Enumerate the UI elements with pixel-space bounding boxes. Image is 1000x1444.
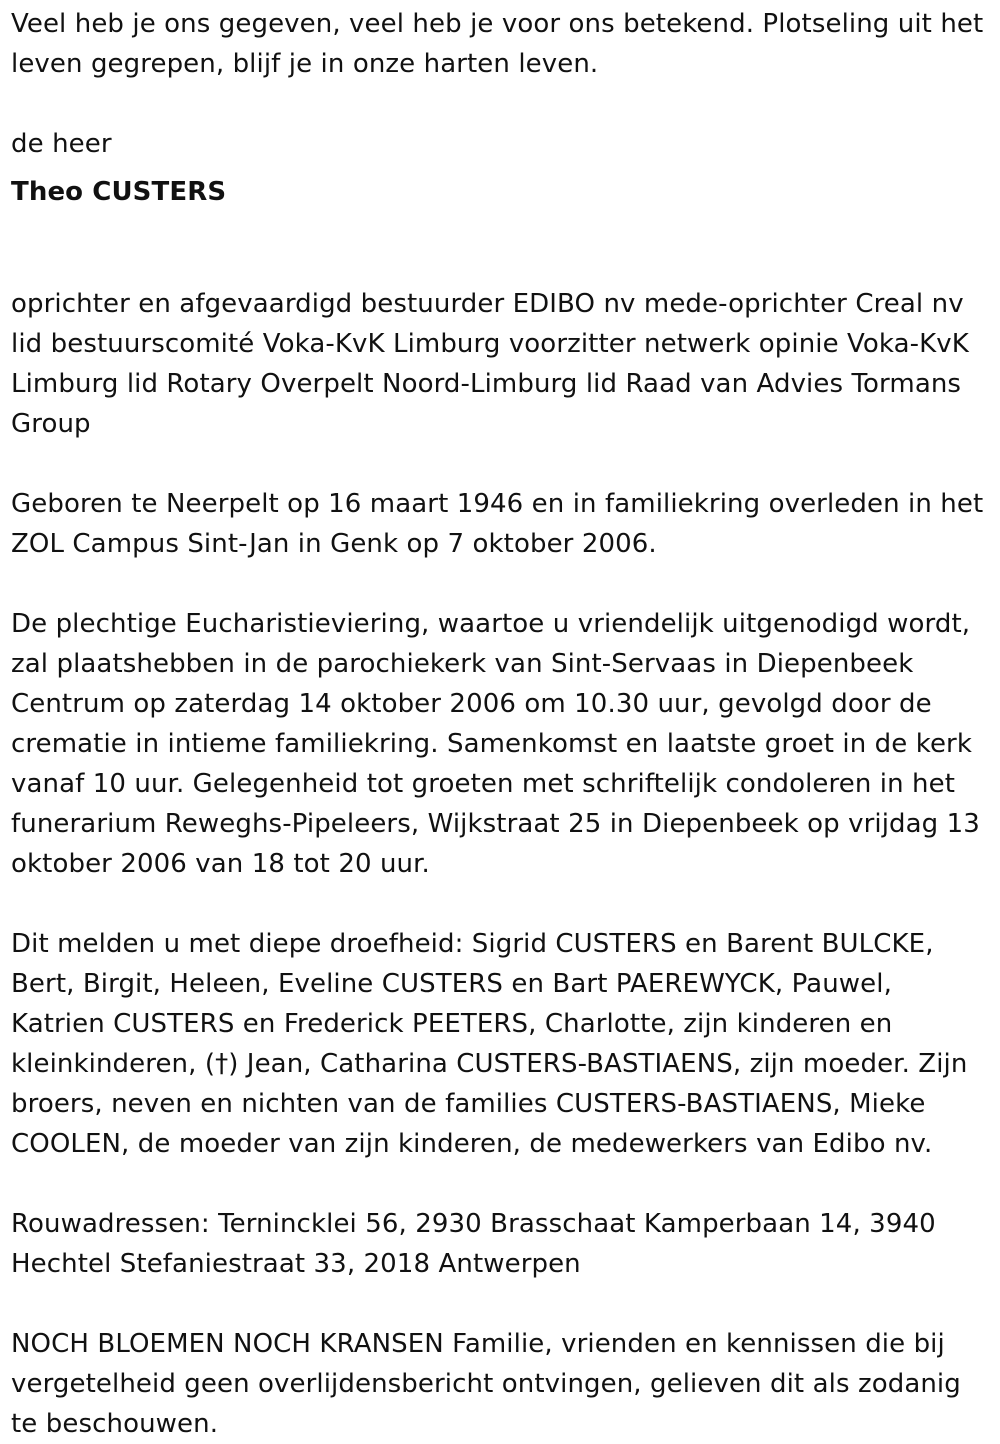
spacer xyxy=(11,1284,990,1324)
spacer xyxy=(11,884,990,924)
spacer xyxy=(11,244,990,284)
ceremony-paragraph: De plechtige Eucharistieviering, waartoe u vriendelijk uitgenodigd wordt, zal plaatshebben in de parochiekerk van Sint-Servaas in Diepenbeek Centrum op zaterdag 14 oktober 2006 om 10.30 uur, gevolgd door de crematie in intieme familiekring. Samenkomst en laatste groet in de kerk vanaf 10 uur. Gelegenheid tot groeten met schriftelijk condoleren in het funerarium Reweghs-Pipeleers, Wijkstraat 25 in Diepenbeek op vrijdag 13 oktober 2006 van 18 tot 20 uur. xyxy=(11,609,980,879)
spacer xyxy=(11,1164,990,1204)
birth-death-paragraph: Geboren te Neerpelt op 16 maart 1946 en in familiekring overleden in het ZOL Campus Sint-Jan in Genk op 7 oktober 2006. xyxy=(11,489,984,559)
family-paragraph: Dit melden u met diepe droefheid: Sigrid CUSTERS en Barent BULCKE, Bert, Birgit, Heleen, Eveline CUSTERS en Bart PAEREWYCK, Pauwel, Katrien CUSTERS en Frederick PEETERS, Charlotte, zijn kinderen en kleinkinderen, (†) Jean, Catharina CUSTERS-BASTIAENS, zijn moeder. Zijn broers, neven en nichten van de families CUSTERS-BASTIAENS, Mieke COOLEN, de moeder van zijn kinderen, de medewerkers van Edibo nv. xyxy=(11,929,968,1159)
spacer xyxy=(11,212,990,244)
titles-paragraph: oprichter en afgevaardigd bestuurder EDIBO nv mede-oprichter Creal nv lid bestuurscomité Voka-KvK Limburg voorzitter netwerk opinie Voka-KvK Limburg lid Rotary Overpelt Noord-Limburg lid Raad van Advies Tormans Group xyxy=(11,289,969,439)
closing-paragraph: NOCH BLOEMEN NOCH KRANSEN Familie, vrienden en kennissen die bij vergetelheid geen overlijdensbericht ontvingen, gelieven dit als zodanig te beschouwen. xyxy=(11,1329,961,1439)
intro-text: Veel heb je ons gegeven, veel heb je voor ons betekend. Plotseling uit het leven gegrepen, blijf je in onze harten leven. xyxy=(11,9,984,79)
addresses-paragraph: Rouwadressen: Ternincklei 56, 2930 Brasschaat Kamperbaan 14, 3940 Hechtel Stefaniestraat 33, 2018 Antwerpen xyxy=(11,1209,936,1279)
spacer xyxy=(11,444,990,484)
spacer xyxy=(11,84,990,124)
salutation: de heer xyxy=(11,129,112,159)
deceased-name: Theo CUSTERS xyxy=(11,177,227,207)
spacer xyxy=(11,564,990,604)
